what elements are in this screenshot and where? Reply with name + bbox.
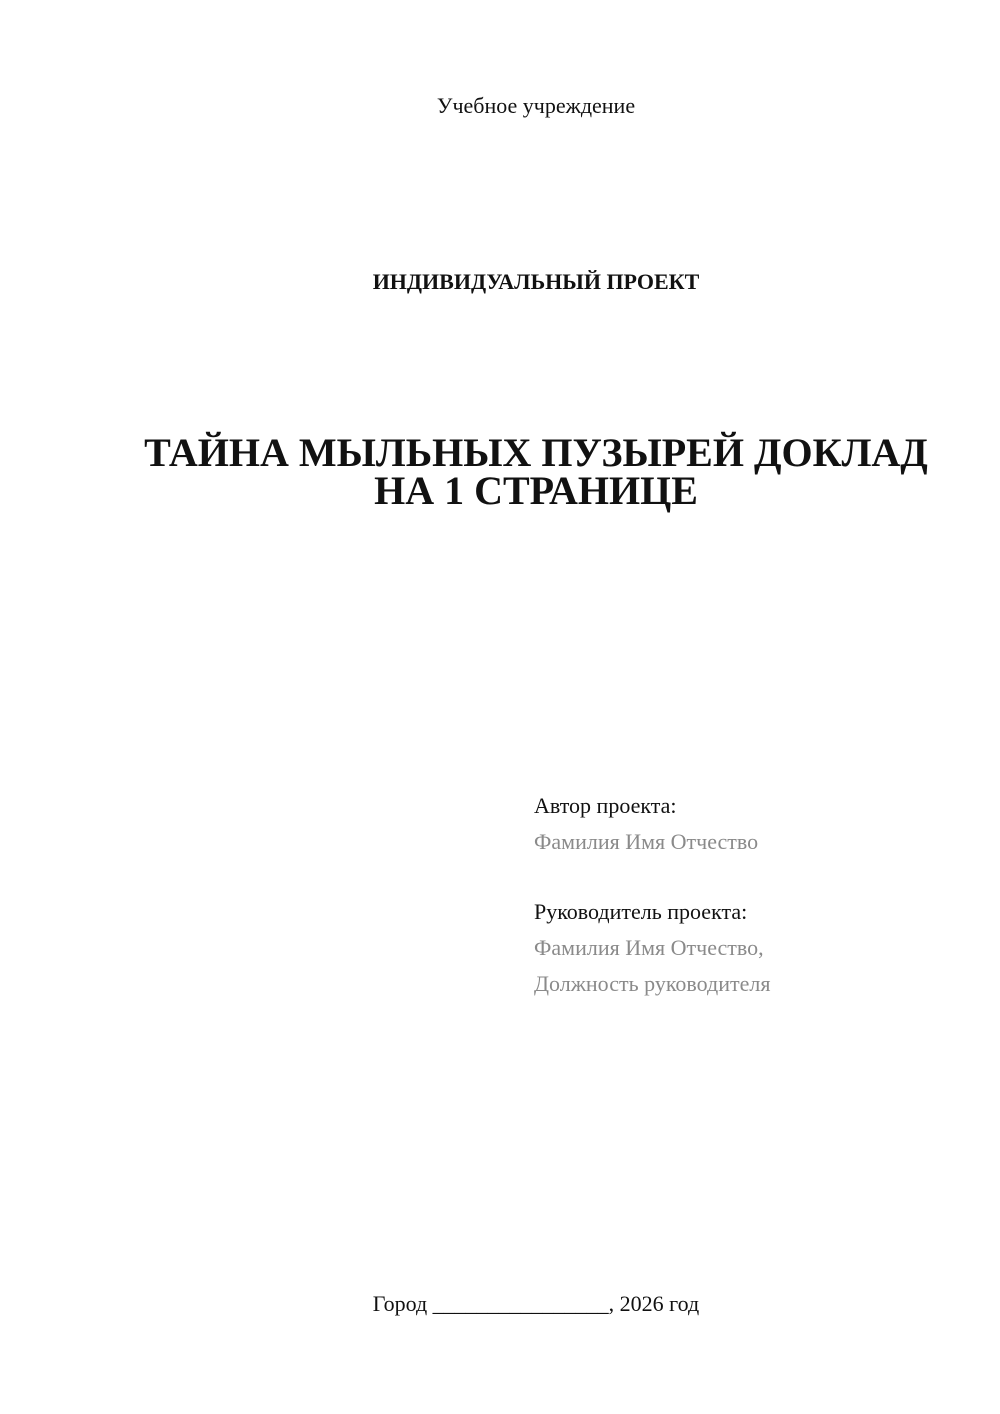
project-credits: [534, 788, 974, 1002]
document-title-line-1: ТАЙНА МЫЛЬНЫХ ПУЗЫРЕЙ ДОКЛАД: [144, 430, 928, 475]
author-label: Автор проекта:: [534, 793, 677, 818]
credits-spacer: [534, 860, 974, 894]
document-title: [120, 430, 952, 513]
supervisor-position-placeholder: Должность руководителя: [534, 971, 771, 996]
document-title-line-2: НА 1 СТРАНИЦЕ: [374, 468, 698, 513]
institution-name: Учебное учреждение: [436, 93, 636, 118]
project-type-heading: ИНДИВИДУАЛЬНЫЙ ПРОЕКТ: [372, 269, 700, 294]
author-name-placeholder: Фамилия Имя Отчество: [534, 829, 759, 854]
city-year-line: Город ________________, 2026 год: [372, 1291, 700, 1316]
supervisor-name-placeholder: Фамилия Имя Отчество,: [534, 935, 764, 960]
supervisor-label: Руководитель проекта:: [534, 899, 748, 924]
